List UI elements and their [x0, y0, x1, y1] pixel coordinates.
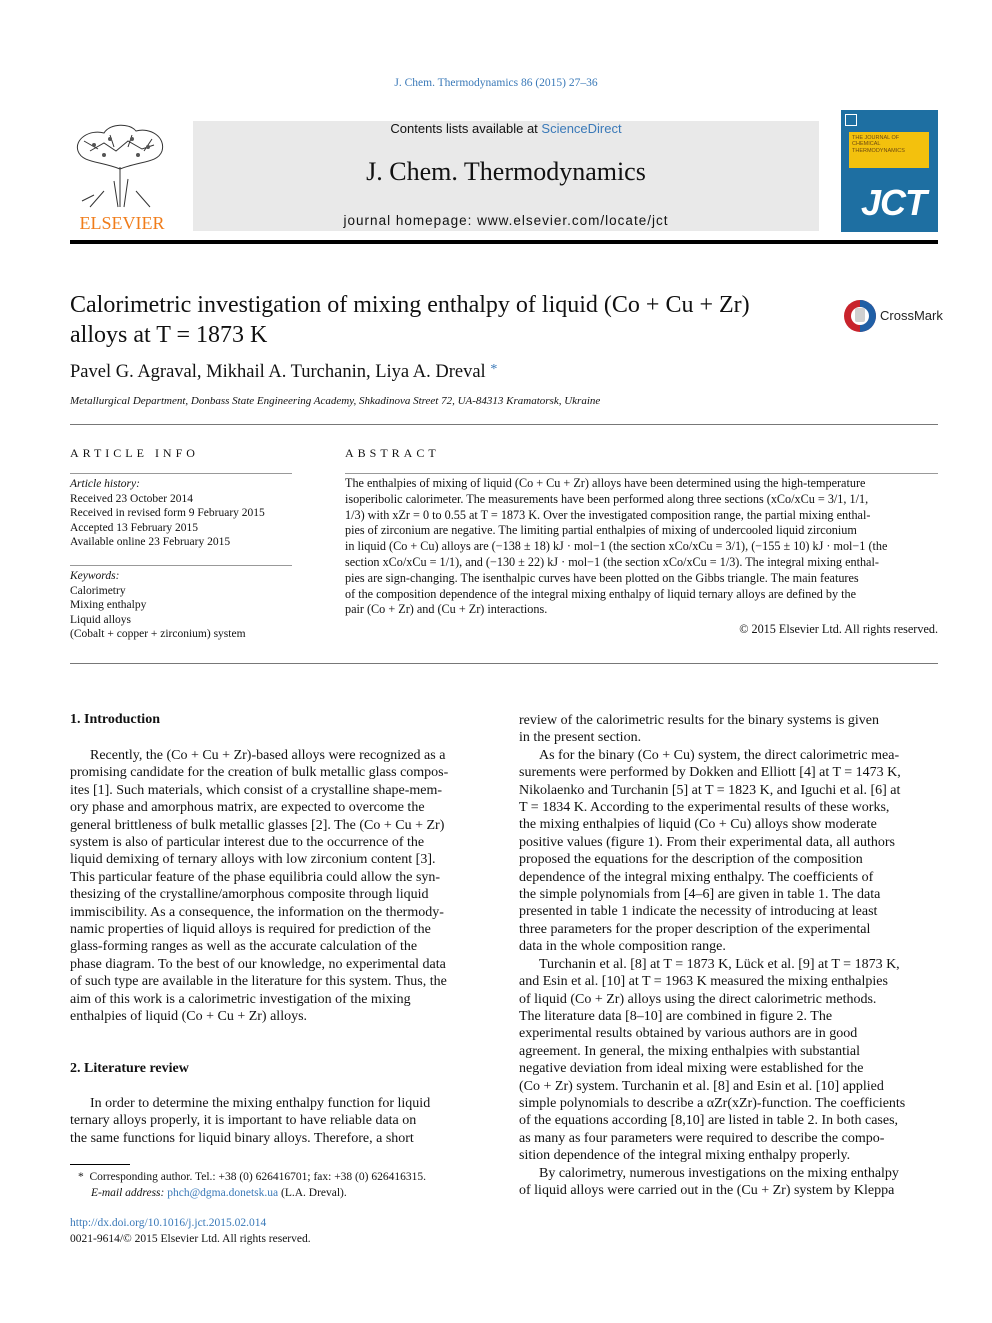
- body-line: negative deviation from ideal mixing were established for the: [519, 1061, 864, 1077]
- body-line: as many as four parameters were required to describe the compo-: [519, 1130, 885, 1146]
- footnote-corr-text: Corresponding author. Tel.: +38 (0) 626416701; fax: +38 (0) 626416315.: [89, 1171, 426, 1183]
- body-line: experimental results obtained by various authors are in good: [519, 1026, 858, 1042]
- abstract-line: section xCo/xCu = 1/1), and (−130 ± 22) kJ · mol−1 (the section xCo/xCu = 1/3). The integral mixing enthal-: [345, 554, 879, 569]
- body-line: promising candidate for the creation of bulk metallic glass compos-: [70, 765, 449, 781]
- right-column-body: [519, 712, 938, 1199]
- keyword: Mixing enthalpy: [70, 599, 147, 611]
- body-line: the mixing enthalpies of liquid (Co + Cu) alloys show moderate: [519, 817, 877, 833]
- body-line: The literature data [8–10] are combined in figure 2. The: [519, 1008, 833, 1024]
- abstract-line: isoperibolic calorimeter. The measurements have been performed along three sections (xCo/xCu = 3/1, 1/1,: [345, 491, 869, 506]
- cover-publisher-icon: [845, 114, 857, 126]
- abstract-line: The enthalpies of mixing of liquid (Co + Cu + Zr) alloys have been determined using the high-temperature: [345, 476, 866, 490]
- history-label: Article history:: [70, 478, 140, 490]
- body-line: general brittleness of bulk metallic glasses [2]. The (Co + Cu + Zr): [70, 817, 445, 833]
- body-line: of liquid (Co + Zr) alloys using the direct calorimetric methods.: [519, 991, 877, 1007]
- body-line: Turchanin et al. [8] at T = 1873 K, Lück et al. [9] at T = 1873 K,: [539, 956, 900, 972]
- body-line: positive values (figure 1). From their experimental data, all authors: [519, 834, 895, 850]
- email-suffix: (L.A. Dreval).: [278, 1187, 347, 1199]
- body-line: system is also of particular interest due to the occurrence of the: [70, 835, 425, 851]
- footnote-mark: *: [78, 1171, 84, 1183]
- homepage-prefix: journal homepage:: [343, 213, 478, 228]
- footnote-corresponding: [78, 1169, 498, 1185]
- body-line: immiscibility. As a consequence, the information on the thermody-: [70, 904, 444, 920]
- cover-abbrev: JCT: [861, 182, 927, 223]
- cover-title-box: [849, 132, 929, 168]
- body-line: agreement. In general, the mixing enthalpies with substantial: [519, 1043, 860, 1059]
- body-line: As for the binary (Co + Cu) system, the direct calorimetric mea-: [539, 747, 900, 763]
- body-line: ternary alloys properly, it is important to have reliable data on: [70, 1113, 417, 1129]
- contents-line: [193, 121, 819, 136]
- body-line: By calorimetry, numerous investigations on the mixing enthalpy: [539, 1165, 899, 1181]
- contents-prefix: Contents lists available at: [390, 121, 542, 136]
- body-line: ites [1]. Such materials, which consist of a crystalline shape-mem-: [70, 782, 443, 798]
- divider: [70, 663, 938, 664]
- corresponding-author-mark[interactable]: *: [490, 362, 498, 377]
- body-line: simple polynomials to describe a αZr(xZr)-function. The coefficients: [519, 1095, 906, 1111]
- body-line: Recently, the (Co + Cu + Zr)-based alloys were recognized as a: [90, 748, 446, 763]
- divider: [70, 424, 938, 425]
- body-line: three parameters for the proper description of the experimental: [519, 921, 871, 937]
- body-line: Nikolaenko and Turchanin [5] at T = 1823 K, and Iguchi et al. [6] at: [519, 782, 901, 798]
- keyword: Calorimetry: [70, 584, 126, 597]
- abstract-line: of the composition dependence of the integral mixing enthalpy of liquid ternary alloys are defined by the: [345, 586, 857, 601]
- body-line: dependence of the integral mixing enthalpy. The coefficients of: [519, 869, 874, 885]
- body-line: the simple polynomials from [4–6] are given in table 1. The data: [519, 887, 881, 903]
- body-line: and Esin et al. [10] at T = 1963 K measured the mixing enthalpies: [519, 974, 888, 990]
- publisher-name: ELSEVIER: [79, 213, 165, 233]
- history-item: Available online 23 February 2015: [70, 536, 231, 548]
- footnote: [78, 1169, 498, 1201]
- body-line: data in the whole composition range.: [519, 939, 726, 955]
- body-line: presented in table 1 indicate the necessity of introducing at least: [519, 904, 878, 920]
- body-line: aim of this work is a calorimetric investigation of the mixing: [70, 991, 411, 1007]
- body-line: phase diagram. To the best of our knowledge, no experimental data: [70, 956, 446, 972]
- article-title: [70, 290, 820, 350]
- divider: [345, 473, 938, 474]
- history-item: Received 23 October 2014: [70, 492, 193, 505]
- issn-line: 0021-9614/© 2015 Elsevier Ltd. All rights reserved.: [70, 1233, 311, 1245]
- crossmark-badge[interactable]: [843, 298, 943, 336]
- footnote-email: [78, 1185, 498, 1201]
- keywords: [70, 569, 300, 642]
- body-line: review of the calorimetric results for the binary systems is given: [519, 713, 880, 728]
- body-line: surements were performed by Dokken and Elliott [4] at T = 1473 K,: [519, 765, 901, 781]
- abstract-body: [345, 476, 938, 618]
- body-line: ory phase and amorphous matrix, are expected to overcome the: [70, 800, 425, 816]
- body-line: liquid demixing of ternary alloys with low zirconium content [3].: [70, 852, 436, 868]
- sciencedirect-link[interactable]: ScienceDirect: [541, 121, 622, 136]
- abstract-copyright: © 2015 Elsevier Ltd. All rights reserved.: [739, 622, 938, 636]
- intro-body: [70, 747, 489, 1026]
- body-line: (Co + Zr) system. Turchanin et al. [8] and Esin et al. [10] applied: [519, 1078, 884, 1094]
- body-line: in the present section.: [519, 730, 642, 746]
- body-line: T = 1834 K. According to the experimental results of these works,: [519, 800, 890, 816]
- history-item: Received in revised form 9 February 2015: [70, 507, 265, 519]
- crossmark-label: CrossMark: [880, 308, 943, 323]
- abstract-line: pies are sign-changing. The isenthalpic curves have been plotted on the Gibbs triangle. The main features: [345, 570, 859, 585]
- email-link[interactable]: phch@dgma.donetsk.ua: [167, 1187, 279, 1199]
- journal-reference[interactable]: J. Chem. Thermodynamics 86 (2015) 27–36: [394, 77, 598, 89]
- abstract-line: 1/3) with xZr = 0 to 0.55 at T = 1873 K. Over the investigated composition range, the partial mixing enthal-: [345, 507, 871, 522]
- body-line: namic properties of liquid alloys is required for prediction of the: [70, 922, 431, 938]
- authors: [70, 362, 497, 383]
- intro-heading: 1. Introduction: [70, 712, 160, 727]
- keywords-label: Keywords:: [70, 570, 120, 582]
- affiliation: Metallurgical Department, Donbass State Engineering Academy, Shkadinova Street 72, UA-84313 Kramatorsk, Ukraine: [70, 395, 601, 407]
- journal-name: J. Chem. Thermodynamics: [366, 157, 646, 186]
- abstract-line: in liquid (Co + Cu) alloys are (−138 ± 18) kJ · mol−1 (the section xCo/xCu = 3/1), (−155 ± 10) kJ · mol−1 (the: [345, 539, 888, 554]
- title-line-1: Calorimetric investigation of mixing enthalpy of liquid (Co + Cu + Zr): [70, 292, 750, 318]
- email-label: E-mail address:: [91, 1187, 168, 1199]
- abstract-heading: ABSTRACT: [345, 446, 440, 460]
- divider: [70, 473, 292, 474]
- history-item: Accepted 13 February 2015: [70, 521, 199, 534]
- body-line: This particular feature of the phase equilibria could allow the syn-: [70, 869, 441, 885]
- body-line: proposed the equations for the description of the composition: [519, 852, 863, 868]
- body-line: of liquid alloys were carried out in the (Cu + Zr) system by Kleppa: [519, 1182, 895, 1198]
- page-footer: [70, 1215, 490, 1247]
- cover-title: THE JOURNAL OF CHEMICAL THERMODYNAMICS: [852, 135, 905, 154]
- article-info-heading: ARTICLE INFO: [70, 446, 199, 460]
- doi-link[interactable]: http://dx.doi.org/10.1016/j.jct.2015.02.014: [70, 1217, 267, 1229]
- footnote-rule: [70, 1164, 130, 1165]
- divider: [70, 565, 292, 566]
- body-line: In order to determine the mixing enthalpy function for liquid: [90, 1096, 431, 1111]
- body-line: the same functions for liquid binary alloys. Therefore, a short: [70, 1130, 414, 1146]
- author-list: Pavel G. Agraval, Mikhail A. Turchanin, Liya A. Dreval: [70, 362, 486, 382]
- body-line: sition dependence of the integral mixing enthalpy properly.: [519, 1148, 851, 1164]
- body-line: of the equations according [8,10] are listed in table 2. In both cases,: [519, 1113, 899, 1129]
- body-line: of such type are available in the literature for this system. Thus, the: [70, 974, 447, 990]
- keyword: Liquid alloys: [70, 613, 132, 626]
- elsevier-logo: [70, 121, 174, 233]
- header-rule: [70, 240, 938, 244]
- body-line: thesizing of the crystalline/amorphous composite through liquid: [70, 887, 429, 903]
- body-line: glass-forming ranges as well as the accurate calculation of the: [70, 939, 418, 955]
- literature-body: [70, 1095, 489, 1147]
- crossmark-icon: [843, 298, 879, 336]
- journal-cover: [841, 110, 938, 232]
- homepage-link[interactable]: www.elsevier.com/locate/jct: [477, 213, 669, 228]
- body-line: enthalpies of liquid (Co + Cu + Zr) alloys.: [70, 1009, 308, 1025]
- journal-homepage: [193, 213, 819, 228]
- title-line-2: alloys at T = 1873 K: [70, 322, 268, 348]
- keyword: (Cobalt + copper + zirconium) system: [70, 628, 246, 640]
- literature-heading: 2. Literature review: [70, 1061, 189, 1076]
- abstract-line: pies of zirconium are negative. The limiting partial enthalpies of mixing of undercooled liquid zirconium: [345, 523, 857, 538]
- article-history: [70, 477, 300, 550]
- abstract-line: pair (Co + Zr) and (Cu + Zr) interactions.: [345, 602, 548, 617]
